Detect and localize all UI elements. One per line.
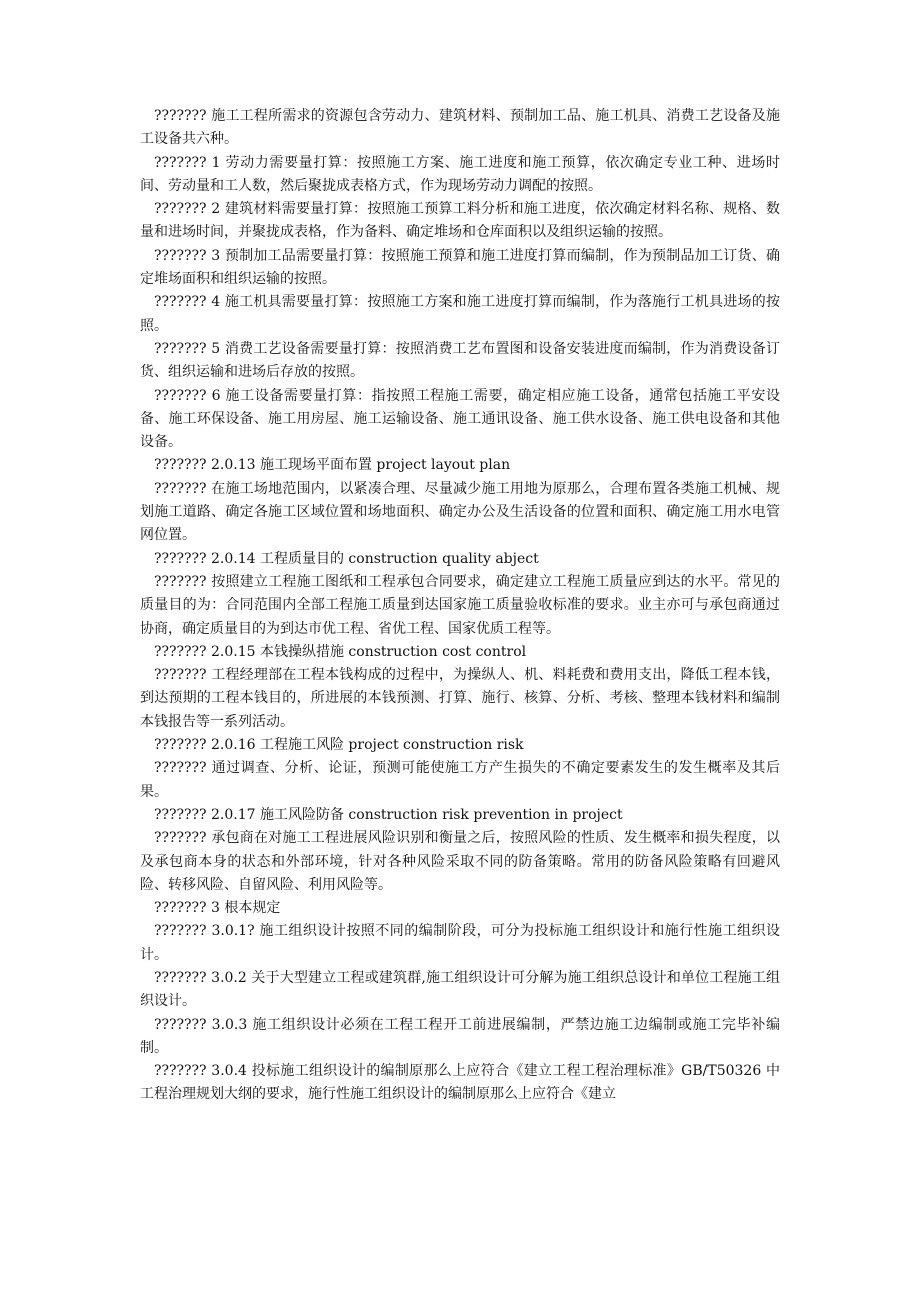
paragraph-machinery-plan: ??????? 4 施工机具需要量打算：按照施工方案和施工进度打算而编制，作为落施行工机具进场的按照。: [140, 294, 780, 334]
paragraph-facility-plan: ??????? 6 施工设备需要量打算：指按照工程施工需要，确定相应施工设备，通常包括施工平安设备、施工环保设备、施工用房屋、施工运输设备、施工通讯设备、施工供水设备、施工供电设备和其他设备。: [140, 387, 780, 451]
paragraph-risk-prevention: ??????? 承包商在对施工工程进展风险识别和衡量之后，按照风险的性质、发生概率和损失程度，以及承包商本身的状态和外部环境，针对各种风险采取不同的防备策略。常用的防备风险策略有回避风险、转移风险、自留风险、利用风险等。: [140, 830, 780, 893]
paragraph-3-0-4: ??????? 3.0.4 投标施工组织设计的编制原那么上应符合《建立工程工程治理标准》GB/T50326 中工程治理规划大纲的要求，施行性施工组织设计的编制原那么上应符合《建立: [140, 1063, 780, 1103]
paragraph-layout-plan: ??????? 在施工场地范围内，以紧凑合理、尽量减少施工用地为原那么，合理布置各类施工机械、规划施工道路、确定各施工区域位置和场地面积、确定办公及生活设备的位置和面积、确定施工用水电管网位置。: [140, 480, 780, 544]
paragraph-cost-control: ??????? 工程经理部在工程本钱构成的过程中，为操纵人、机、料耗费和费用支出，降低工程本钱，到达预期的工程本钱目的，所进展的本钱预测、打算、施行、核算、分析、考核、整理本钱材料和编制本钱报告等一系列活动。: [140, 667, 780, 730]
paragraph-3-0-3: ??????? 3.0.3 施工组织设计必须在工程工程开工前进展编制，严禁边施工边编制或施工完毕补编制。: [140, 1016, 780, 1056]
section-heading-2-0-15: ??????? 2.0.15 本钱操纵措施 construction cost control: [154, 643, 527, 660]
paragraph-prefab-plan: ??????? 3 预制加工品需要量打算：按照施工预算和施工进度打算而编制，作为预制品加工订货、确定堆场面积和组织运输的按照。: [140, 247, 780, 288]
section-heading-2-0-14: ??????? 2.0.14 工程质量目的 construction quality abject: [154, 550, 539, 567]
section-heading-2-0-16: ??????? 2.0.16 工程施工风险 project construction risk: [154, 737, 524, 754]
paragraph-quality-objective: ??????? 按照建立工程施工图纸和工程承包合同要求，确定建立工程施工质量应到达的水平。常见的质量目的为：合同范围内全部工程施工质量到达国家施工质量验收标准的要求。业主亦可与承包商通过协商，确定质量目的为到达市优工程、省优工程、国家优质工程等。: [140, 573, 780, 637]
paragraph-labor-plan: ??????? 1 劳动力需要量打算：按照施工方案、施工进度和施工预算，依次确定专业工种、进场时间、劳动量和工人数，然后聚拢成表格方式，作为现场劳动力调配的按照。: [140, 154, 780, 194]
section-heading-3: ??????? 3 根本规定: [154, 900, 281, 917]
paragraph-3-0-1: ??????? 3.0.1? 施工组织设计按照不同的编制阶段，可分为投标施工组织设计和施行性施工组织设计。: [140, 923, 780, 963]
paragraph-resources-intro: ??????? 施工工程所需求的资源包含劳动力、建筑材料、预制加工品、施工机具、消费工艺设备及施工设备共六种。: [140, 108, 780, 148]
paragraph-3-0-2: ??????? 3.0.2 关于大型建立工程或建筑群,施工组织设计可分解为施工组织总设计和单位工程施工组织设计。: [140, 969, 780, 1010]
document-page: [140, 105, 780, 1107]
paragraph-construction-risk: ??????? 通过调查、分析、论证，预测可能使施工方产生损失的不确定要素发生的发生概率及其后果。: [140, 760, 780, 800]
paragraph-material-plan: ??????? 2 建筑材料需要量打算：按照施工预算工料分析和施工进度，依次确定材料名称、规格、数量和进场时间，并聚拢成表格，作为备料、确定堆场和仓库面积以及组织运输的按照。: [140, 201, 780, 241]
section-heading-2-0-13: ??????? 2.0.13 施工现场平面布置 project layout plan: [154, 457, 511, 474]
section-heading-2-0-17: ??????? 2.0.17 施工风险防备 construction risk prevention in project: [154, 806, 623, 823]
paragraph-process-equipment-plan: ??????? 5 消费工艺设备需要量打算：按照消费工艺布置图和设备安装进度而编制，作为消费设备订货、组织运输和进场后存放的按照。: [140, 340, 780, 381]
